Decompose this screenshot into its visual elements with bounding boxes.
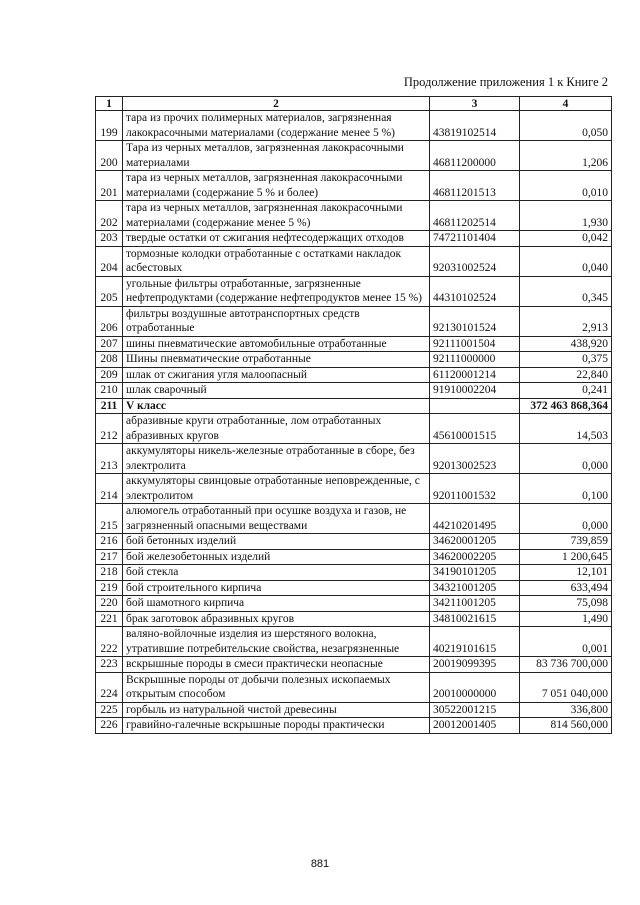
waste-amount: 0,000 (520, 504, 612, 534)
waste-amount: 0,001 (520, 627, 612, 657)
waste-amount: 739,859 (520, 534, 612, 550)
row-number: 223 (96, 657, 123, 673)
fkko-code: 34190101205 (430, 565, 520, 581)
waste-amount: 14,503 (520, 414, 612, 444)
row-number: 199 (96, 111, 123, 141)
waste-amount: 0,040 (520, 246, 612, 276)
waste-name: тара из прочих полимерных материалов, загрязненная лакокрасочными материалами (содержание менее 5 %) (123, 111, 430, 141)
fkko-code: 34321001205 (430, 580, 520, 596)
waste-name: валяно-войлочные изделия из шерстяного волокна, утратившие потребительские свойства, незагрязненные (123, 627, 430, 657)
fkko-code: 44310102524 (430, 276, 520, 306)
fkko-code: 44210201495 (430, 504, 520, 534)
waste-amount: 83 736 700,000 (520, 657, 612, 673)
waste-name: Тара из черных металлов, загрязненная лакокрасочными материалами (123, 141, 430, 171)
waste-name: бой железобетонных изделий (123, 549, 430, 565)
table-row (96, 565, 612, 581)
waste-table (95, 96, 612, 734)
fkko-code: 34620001205 (430, 534, 520, 550)
fkko-code: 91910002204 (430, 383, 520, 399)
waste-name: бой бетонных изделий (123, 534, 430, 550)
row-number: 209 (96, 367, 123, 383)
table-row (96, 580, 612, 596)
row-number: 206 (96, 306, 123, 336)
fkko-code: 20010000000 (430, 672, 520, 702)
fkko-code: 34810021615 (430, 611, 520, 627)
waste-name: вскрышные породы в смеси практически неопасные (123, 657, 430, 673)
fkko-code: 30522001215 (430, 702, 520, 718)
row-number: 217 (96, 549, 123, 565)
row-number: 220 (96, 596, 123, 612)
fkko-code: 20012001405 (430, 718, 520, 734)
waste-amount: 336,800 (520, 702, 612, 718)
fkko-code: 74721101404 (430, 231, 520, 247)
table-row (96, 549, 612, 565)
waste-amount: 1,930 (520, 201, 612, 231)
page-header-continuation: Продолжение приложения 1 к Книге 2 (403, 75, 608, 89)
column-header: 2 (123, 97, 430, 111)
table-row (96, 171, 612, 201)
fkko-code (430, 398, 520, 414)
table-row (96, 367, 612, 383)
waste-name: тормозные колодки отработанные с остатками накладок асбестовых (123, 246, 430, 276)
row-number: 222 (96, 627, 123, 657)
waste-name: бой строительного кирпича (123, 580, 430, 596)
waste-amount: 75,098 (520, 596, 612, 612)
fkko-code: 34211001205 (430, 596, 520, 612)
table-row (96, 141, 612, 171)
waste-name: V класс (123, 398, 430, 414)
table-row (96, 414, 612, 444)
waste-name: брак заготовок абразивных кругов (123, 611, 430, 627)
table-row (96, 534, 612, 550)
page-number: 881 (310, 858, 330, 870)
table-row (96, 201, 612, 231)
row-number: 205 (96, 276, 123, 306)
waste-amount: 0,050 (520, 111, 612, 141)
row-number: 207 (96, 336, 123, 352)
waste-amount: 0,100 (520, 474, 612, 504)
waste-name: аккумуляторы свинцовые отработанные неповрежденные, с электролитом (123, 474, 430, 504)
table-row (96, 504, 612, 534)
waste-amount: 0,375 (520, 352, 612, 368)
fkko-code: 92111001504 (430, 336, 520, 352)
waste-amount: 12,101 (520, 565, 612, 581)
table-row (96, 718, 612, 734)
table-row (96, 336, 612, 352)
waste-amount: 0,241 (520, 383, 612, 399)
waste-amount: 2,913 (520, 306, 612, 336)
waste-name: угольные фильтры отработанные, загрязненные нефтепродуктами (содержание нефтепродуктов менее 15 %) (123, 276, 430, 306)
table-row (96, 596, 612, 612)
row-number: 221 (96, 611, 123, 627)
class-row (96, 398, 612, 414)
waste-amount: 0,345 (520, 276, 612, 306)
row-number: 224 (96, 672, 123, 702)
table-row (96, 702, 612, 718)
fkko-code: 92011001532 (430, 474, 520, 504)
waste-amount: 438,920 (520, 336, 612, 352)
waste-name: шлак от сжигания угля малоопасный (123, 367, 430, 383)
row-number: 219 (96, 580, 123, 596)
waste-name: шины пневматические автомобильные отработанные (123, 336, 430, 352)
table-row (96, 111, 612, 141)
waste-amount: 7 051 040,000 (520, 672, 612, 702)
waste-name: тара из черных металлов, загрязненная лакокрасочными материалами (содержание 5 % и более) (123, 171, 430, 201)
row-number: 225 (96, 702, 123, 718)
waste-amount: 1,490 (520, 611, 612, 627)
table-row (96, 657, 612, 673)
waste-amount: 372 463 868,364 (520, 398, 612, 414)
row-number: 218 (96, 565, 123, 581)
fkko-code: 92130101524 (430, 306, 520, 336)
row-number: 216 (96, 534, 123, 550)
row-number: 208 (96, 352, 123, 368)
table-row (96, 306, 612, 336)
table-row (96, 474, 612, 504)
fkko-code: 46811201513 (430, 171, 520, 201)
column-header: 1 (96, 97, 123, 111)
row-number: 211 (96, 398, 123, 414)
fkko-code: 46811200000 (430, 141, 520, 171)
fkko-code: 34620002205 (430, 549, 520, 565)
waste-amount: 1 200,645 (520, 549, 612, 565)
fkko-code: 92031002524 (430, 246, 520, 276)
waste-name: алюмогель отработанный при осушке воздуха и газов, не загрязненный опасными веществами (123, 504, 430, 534)
row-number: 202 (96, 201, 123, 231)
fkko-code: 61120001214 (430, 367, 520, 383)
table-header-row (96, 97, 612, 111)
fkko-code: 45610001515 (430, 414, 520, 444)
waste-name: абразивные круги отработанные, лом отработанных абразивных кругов (123, 414, 430, 444)
row-number: 213 (96, 444, 123, 474)
waste-amount: 22,840 (520, 367, 612, 383)
table-row (96, 444, 612, 474)
waste-name: шлак сварочный (123, 383, 430, 399)
fkko-code: 92013002523 (430, 444, 520, 474)
waste-name: Вскрышные породы от добычи полезных ископаемых открытым способом (123, 672, 430, 702)
table-row (96, 383, 612, 399)
row-number: 203 (96, 231, 123, 247)
table-row (96, 231, 612, 247)
waste-name: фильтры воздушные автотранспортных средств отработанные (123, 306, 430, 336)
fkko-code: 20019099395 (430, 657, 520, 673)
fkko-code: 92111000000 (430, 352, 520, 368)
waste-amount: 0,042 (520, 231, 612, 247)
table-row (96, 611, 612, 627)
waste-amount: 633,494 (520, 580, 612, 596)
table-row (96, 627, 612, 657)
table-row (96, 276, 612, 306)
waste-name: тара из черных металлов, загрязненная лакокрасочными материалами (содержание менее 5 %) (123, 201, 430, 231)
waste-name: гравийно-галечные вскрышные породы практически (123, 718, 430, 734)
waste-name: Шины пневматические отработанные (123, 352, 430, 368)
waste-name: бой стекла (123, 565, 430, 581)
table-row (96, 246, 612, 276)
table-body (96, 111, 612, 734)
row-number: 215 (96, 504, 123, 534)
waste-name: аккумуляторы никель-железные отработанные в сборе, без электролита (123, 444, 430, 474)
waste-amount: 0,010 (520, 171, 612, 201)
row-number: 200 (96, 141, 123, 171)
row-number: 204 (96, 246, 123, 276)
fkko-code: 43819102514 (430, 111, 520, 141)
waste-name: горбыль из натуральной чистой древесины (123, 702, 430, 718)
table-row (96, 672, 612, 702)
row-number: 201 (96, 171, 123, 201)
table-row (96, 352, 612, 368)
row-number: 214 (96, 474, 123, 504)
waste-amount: 814 560,000 (520, 718, 612, 734)
waste-amount: 0,000 (520, 444, 612, 474)
waste-name: твердые остатки от сжигания нефтесодержащих отходов (123, 231, 430, 247)
column-header: 3 (430, 97, 520, 111)
fkko-code: 40219101615 (430, 627, 520, 657)
waste-name: бой шамотного кирпича (123, 596, 430, 612)
row-number: 210 (96, 383, 123, 399)
waste-amount: 1,206 (520, 141, 612, 171)
fkko-code: 46811202514 (430, 201, 520, 231)
column-header: 4 (520, 97, 612, 111)
row-number: 212 (96, 414, 123, 444)
row-number: 226 (96, 718, 123, 734)
